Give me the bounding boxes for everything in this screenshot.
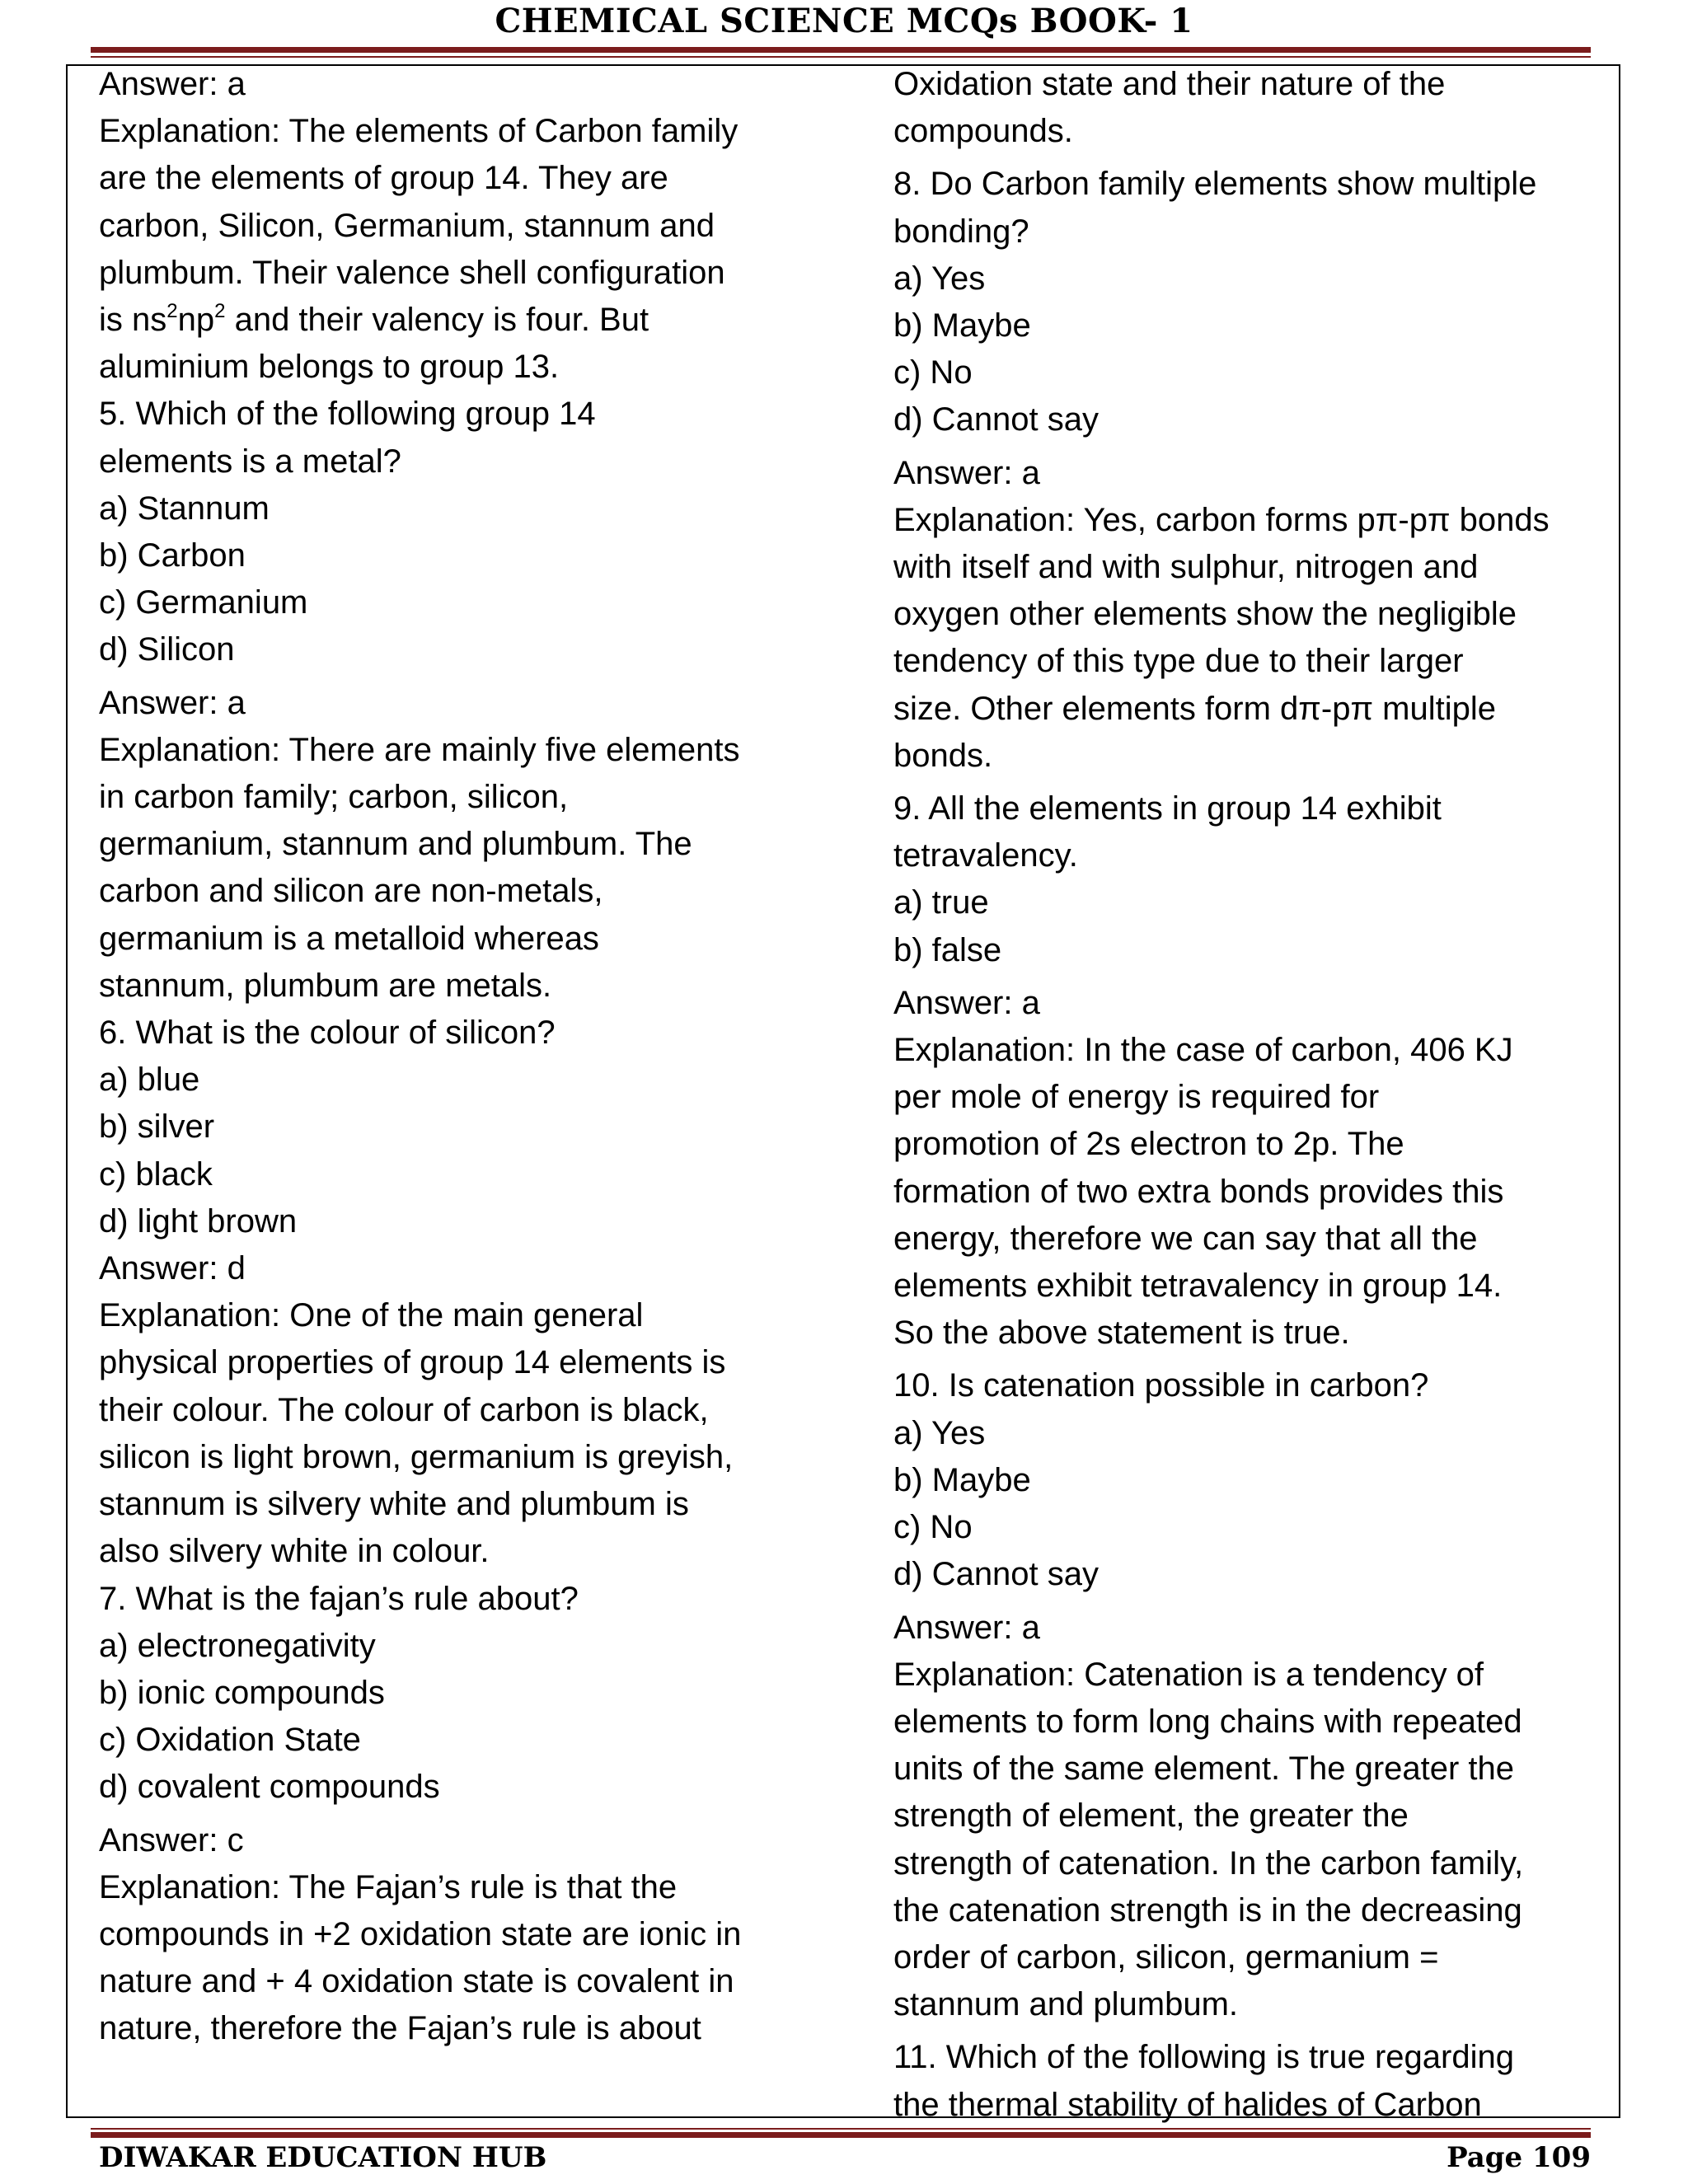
- option-b: b) false: [893, 931, 1002, 968]
- explanation-text: stannum, plumbum are metals.: [99, 967, 552, 1004]
- explanation-text: Explanation: One of the main general: [99, 1297, 644, 1334]
- option-d: d) light brown: [99, 1202, 298, 1240]
- footer-rule-thin: [91, 2128, 1591, 2130]
- explanation-text: Explanation: Catenation is a tendency of: [893, 1656, 1484, 1693]
- option-b: b) Carbon: [99, 537, 246, 574]
- question-text: tetravalency.: [893, 837, 1078, 874]
- option-c: c) Oxidation State: [99, 1722, 361, 1759]
- explanation-text: energy, therefore we can say that all the: [893, 1220, 1478, 1257]
- explanation-text: Explanation: Yes, carbon forms pπ-pπ bonds: [893, 501, 1550, 538]
- explanation-text: units of the same element. The greater the: [893, 1750, 1515, 1788]
- explanation-text: their colour. The colour of carbon is black,: [99, 1391, 709, 1428]
- explanation-text: carbon, Silicon, Germanium, stannum and: [99, 207, 715, 244]
- explanation-text: physical properties of group 14 elements is: [99, 1344, 726, 1381]
- explanation-text-configuration: [99, 297, 808, 344]
- explanation-text: are the elements of group 14. They are: [99, 160, 668, 197]
- superscript: 2: [214, 300, 226, 323]
- explanation-text: the catenation strength is in the decreasing: [893, 1891, 1522, 1929]
- explanation-text: Oxidation state and their nature of the: [893, 66, 1446, 102]
- header-rule-thick: [91, 47, 1591, 53]
- explanation-text: in carbon family; carbon, silicon,: [99, 779, 569, 816]
- explanation-text: oxygen other elements show the negligible: [893, 596, 1517, 633]
- explanation-text: with itself and with sulphur, nitrogen and: [893, 549, 1479, 586]
- explanation-text: elements to form long chains with repeated: [893, 1703, 1522, 1740]
- explanation-text: promotion of 2s electron to 2p. The: [893, 1126, 1404, 1163]
- explanation-text: plumbum. Their valence shell configuration: [99, 254, 725, 291]
- option-c: c) Germanium: [99, 584, 308, 621]
- text-span: is ns: [99, 302, 167, 339]
- question-text: the thermal stability of halides of Carbon: [893, 2086, 1482, 2123]
- header-rule-thin: [91, 56, 1591, 58]
- option-a: a) blue: [99, 1062, 200, 1099]
- explanation-text: Explanation: The elements of Carbon family: [99, 113, 738, 150]
- option-a: a) Yes: [893, 1414, 986, 1451]
- explanation-text: carbon and silicon are non-metals,: [99, 873, 603, 910]
- explanation-text: strength of element, the greater the: [893, 1797, 1409, 1835]
- option-a: a) true: [893, 884, 989, 921]
- answer-label: Answer: a: [893, 984, 1040, 1021]
- question-text: 9. All the elements in group 14 exhibit: [893, 790, 1442, 827]
- question-text: elements is a metal?: [99, 443, 401, 480]
- question-text: 6. What is the colour of silicon?: [99, 1015, 556, 1052]
- option-b: b) Maybe: [893, 307, 1031, 344]
- explanation-text: silicon is light brown, germanium is greyish,: [99, 1438, 734, 1475]
- footer-publisher: DIWAKAR EDUCATION HUB: [99, 2141, 547, 2174]
- answer-label: Answer: a: [99, 66, 246, 102]
- explanation-text: tendency of this type due to their larger: [893, 643, 1464, 680]
- explanation-text: stannum is silvery white and plumbum is: [99, 1486, 689, 1523]
- option-d: d) covalent compounds: [99, 1769, 440, 1806]
- explanation-text: Explanation: The Fajan’s rule is that the: [99, 1868, 678, 1905]
- page-header-title: CHEMICAL SCIENCE MCQs BOOK- 1: [495, 2, 1193, 40]
- question-text: bonding?: [893, 213, 1029, 250]
- option-a: a) Yes: [893, 260, 986, 297]
- text-span: and their valency is four. But: [225, 302, 649, 339]
- explanation-text: Explanation: There are mainly five elements: [99, 731, 740, 768]
- explanation-text: Explanation: In the case of carbon, 406 KJ: [893, 1032, 1513, 1069]
- explanation-text: aluminium belongs to group 13.: [99, 349, 560, 386]
- option-d: d) Cannot say: [893, 401, 1100, 438]
- question-text: 5. Which of the following group 14: [99, 396, 596, 433]
- answer-label: Answer: d: [99, 1250, 246, 1287]
- explanation-text: compounds in +2 oxidation state are ionic in: [99, 1915, 742, 1952]
- option-c: c) No: [893, 1509, 973, 1546]
- option-a: a) Stannum: [99, 490, 270, 527]
- answer-label: Answer: a: [99, 684, 246, 721]
- explanation-text: nature, therefore the Fajan’s rule is about: [99, 2010, 701, 2047]
- explanation-text: strength of catenation. In the carbon family,: [893, 1844, 1524, 1882]
- question-text: 7. What is the fajan’s rule about?: [99, 1580, 579, 1617]
- question-text: 11. Which of the following is true regarding: [893, 2039, 1514, 2076]
- explanation-text: So the above statement is true.: [893, 1315, 1350, 1352]
- explanation-text: nature and + 4 oxidation state is covalent in: [99, 1963, 734, 2000]
- explanation-text: bonds.: [893, 737, 993, 774]
- question-text: 8. Do Carbon family elements show multiple: [893, 166, 1537, 203]
- right-column: [893, 61, 1619, 2129]
- answer-label: Answer: a: [893, 454, 1040, 491]
- option-b: b) silver: [99, 1108, 215, 1146]
- option-b: b) Maybe: [893, 1461, 1031, 1498]
- page-number: Page 109: [1447, 2141, 1591, 2174]
- footer-rule-thick: [91, 2132, 1591, 2138]
- option-c: c) black: [99, 1155, 213, 1193]
- explanation-text: order of carbon, silicon, germanium =: [893, 1938, 1439, 1975]
- answer-label: Answer: a: [893, 1609, 1040, 1646]
- superscript: 2: [166, 300, 178, 323]
- left-column: [99, 61, 808, 2053]
- option-d: d) Cannot say: [893, 1556, 1100, 1593]
- explanation-text: also silvery white in colour.: [99, 1533, 490, 1570]
- text-span: np: [177, 302, 215, 339]
- explanation-text: germanium, stannum and plumbum. The: [99, 826, 692, 863]
- explanation-text: size. Other elements form dπ-pπ multiple: [893, 690, 1496, 727]
- explanation-text: elements exhibit tetravalency in group 14.: [893, 1268, 1503, 1305]
- explanation-text: germanium is a metalloid whereas: [99, 920, 599, 957]
- answer-label: Answer: c: [99, 1821, 244, 1858]
- option-a: a) electronegativity: [99, 1627, 376, 1664]
- option-d: d) Silicon: [99, 631, 235, 668]
- explanation-text: per mole of energy is required for: [893, 1079, 1380, 1116]
- explanation-text: formation of two extra bonds provides this: [893, 1173, 1504, 1210]
- option-b: b) ionic compounds: [99, 1674, 385, 1711]
- question-text: 10. Is catenation possible in carbon?: [893, 1367, 1429, 1404]
- explanation-text: stannum and plumbum.: [893, 1986, 1239, 2023]
- explanation-text: compounds.: [893, 113, 1073, 150]
- option-c: c) No: [893, 354, 973, 391]
